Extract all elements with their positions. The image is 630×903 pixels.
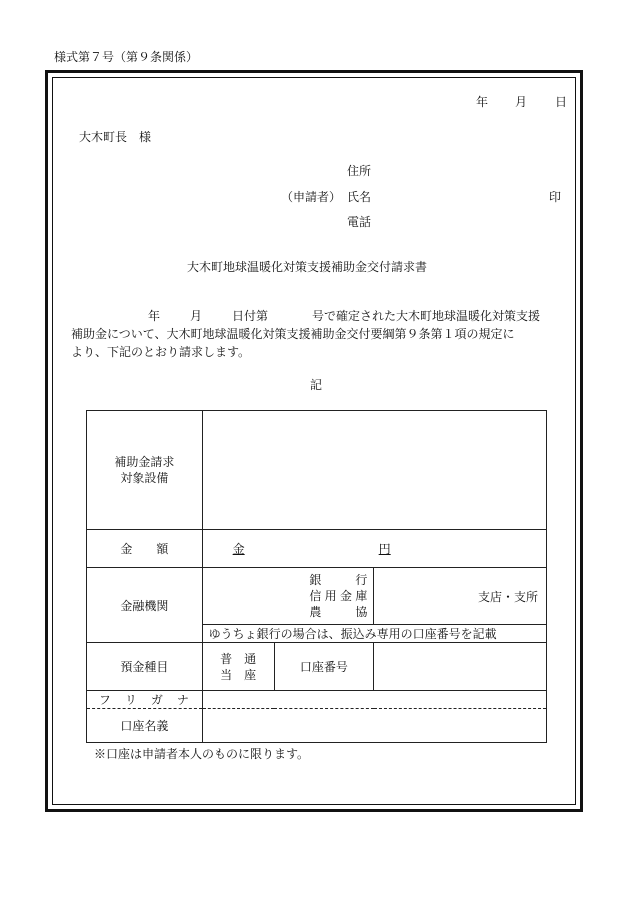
body-line1-rest: 号で確定された大木町地球温暖化対策支援 xyxy=(312,309,541,323)
body-line3: より、下記のとおり請求します。 xyxy=(71,345,251,359)
seal-mark: 印 xyxy=(549,190,562,204)
account-name-label: 口座名義 xyxy=(87,709,203,743)
deposit-type-field[interactable] xyxy=(202,643,274,691)
inst-type-shinkin: 信用金庫 xyxy=(309,589,368,603)
date-month: 月 xyxy=(515,95,528,109)
equipment-label: 補助金請求 対象設備 xyxy=(87,411,203,530)
form-number-label: 様式第７号（第９条関係） xyxy=(54,50,199,64)
date-day: 日 xyxy=(555,95,568,109)
amount-row xyxy=(87,530,547,568)
deposit-row xyxy=(87,643,547,691)
addressee: 大木町長 様 xyxy=(79,130,152,144)
account-number-label: 口座番号 xyxy=(274,643,374,691)
institution-label: 金融機関 xyxy=(87,568,203,643)
furigana-field[interactable] xyxy=(202,691,546,709)
deposit-type-ordinary: 普 通 xyxy=(220,651,257,666)
amount-label: 金 額 xyxy=(87,530,203,568)
name-label: 氏名 xyxy=(347,190,372,204)
yucho-note: ゆうちょ銀行の場合は、振込み専用の口座番号を記載 xyxy=(202,625,546,643)
address-label: 住所 xyxy=(347,164,372,178)
furigana-row xyxy=(87,691,547,709)
inst-type-nokyo: 農 協 xyxy=(309,605,368,619)
institution-type-field[interactable] xyxy=(202,568,374,625)
furigana-label: フ リ ガ ナ xyxy=(87,691,203,709)
body-day-no: 日付第 xyxy=(232,309,269,323)
applicant-group-label: （申請者） xyxy=(281,190,342,204)
request-table xyxy=(86,410,547,743)
inst-type-bank: 銀 行 xyxy=(309,573,368,587)
institution-row xyxy=(87,568,547,625)
deposit-type-label: 預金種目 xyxy=(87,643,203,691)
branch-field[interactable] xyxy=(374,568,547,625)
ki-mark: 記 xyxy=(310,378,323,392)
branch-types: 支店・支所 xyxy=(477,589,538,604)
account-name-field[interactable] xyxy=(202,709,546,743)
account-name-row xyxy=(87,709,547,743)
amount-prefix: 金 xyxy=(232,542,245,556)
deposit-type-current: 当 座 xyxy=(220,667,257,682)
equipment-field[interactable] xyxy=(202,411,546,530)
amount-suffix: 円 xyxy=(378,542,391,556)
body-line2: 補助金について、大木町地球温暖化対策支援補助金交付要綱第９条第１項の規定に xyxy=(71,327,515,341)
document-title: 大木町地球温暖化対策支援補助金交付請求書 xyxy=(187,260,428,274)
date-year: 年 xyxy=(476,95,489,109)
phone-label: 電話 xyxy=(347,215,372,229)
body-month: 月 xyxy=(190,309,203,323)
equipment-row xyxy=(87,411,547,530)
account-note: ※口座は申請者本人のものに限ります。 xyxy=(94,747,310,761)
account-number-field[interactable] xyxy=(374,643,547,691)
body-year: 年 xyxy=(148,309,161,323)
amount-field[interactable] xyxy=(202,530,546,568)
